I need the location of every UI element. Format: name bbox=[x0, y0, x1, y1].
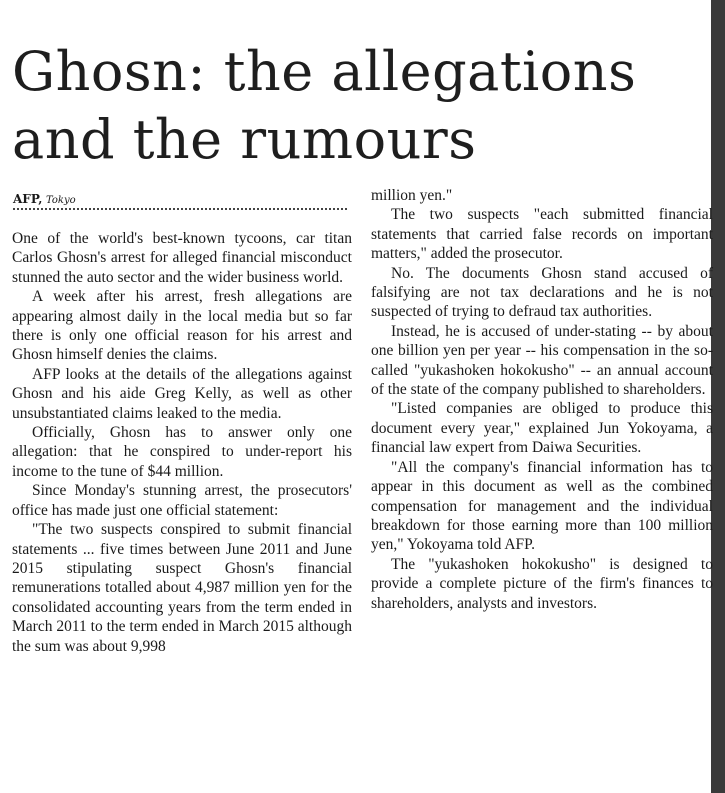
paragraph: "The two suspects conspired to submit financial statements ... five times between June 2011 and June 2015 stipulating suspect Ghosn's financial remunerations totalled about 4,987 million yen for the consolidated accounting years from the term ended in March 2011 to the term ended in March 2015 although the sum was about 9,998 bbox=[12, 521, 352, 655]
paragraph: Officially, Ghosn has to answer only one allegation: that he conspired to under-report his income to the tune of $44 million. bbox=[12, 424, 352, 480]
paragraph: One of the world's best-known tycoons, car titan Carlos Ghosn's arrest for alleged financial misconduct stunned the auto sector and the wider business world. bbox=[12, 230, 352, 286]
headline bbox=[12, 38, 712, 174]
paragraph: "Listed companies are obliged to produce this document every year," explained Jun Yokoyama, a financial law expert from Daiwa Securities. bbox=[371, 400, 713, 457]
byline-place: Tokyo bbox=[45, 195, 76, 206]
byline-divider bbox=[13, 208, 347, 210]
paragraph: A week after his arrest, fresh allegations are appearing almost daily in the local media but so far there is only one official reason for his arrest and Ghosn himself denies the claims. bbox=[12, 288, 352, 364]
byline bbox=[13, 192, 76, 208]
byline-agency: AFP, bbox=[13, 192, 43, 206]
paragraph: "All the company's financial information has to appear in this document as well as the combined compensation for management and the individual breakdown for those earning more than 100 million yen," Yokoyama told AFP. bbox=[371, 458, 713, 554]
paragraph: AFP looks at the details of the allegations against Ghosn and his aide Greg Kelly, as well as other unsubstantiated claims leaked to the media. bbox=[12, 365, 352, 422]
paragraph: The two suspects "each submitted financial statements that carried false records on important matters," added the prosecutor. bbox=[371, 206, 713, 263]
paragraph: No. The documents Ghosn stand accused of falsifying are not tax declarations and he is not suspected of trying to defraud tax authorities. bbox=[371, 264, 713, 321]
page-edge-strip bbox=[711, 0, 725, 793]
paragraph: Instead, he is accused of under-stating -- by about one billion yen per year -- his compensation in the so-called "yukashoken hokokusho" -- an annual account of the state of the company published to shareholders. bbox=[371, 322, 713, 399]
headline-line-1: Ghosn: the allegations bbox=[12, 40, 637, 103]
article-column-1 bbox=[12, 229, 352, 656]
paragraph: The "yukashoken hokokusho" is designed to provide a complete picture of the firm's finances to shareholders, analysts and investors. bbox=[371, 555, 713, 612]
headline-line-2: and the rumours bbox=[12, 108, 477, 171]
paragraph: Since Monday's stunning arrest, the prosecutors' office has made just one official statement: bbox=[12, 482, 352, 519]
paragraph: million yen." bbox=[371, 187, 453, 204]
article-column-2 bbox=[371, 186, 713, 613]
